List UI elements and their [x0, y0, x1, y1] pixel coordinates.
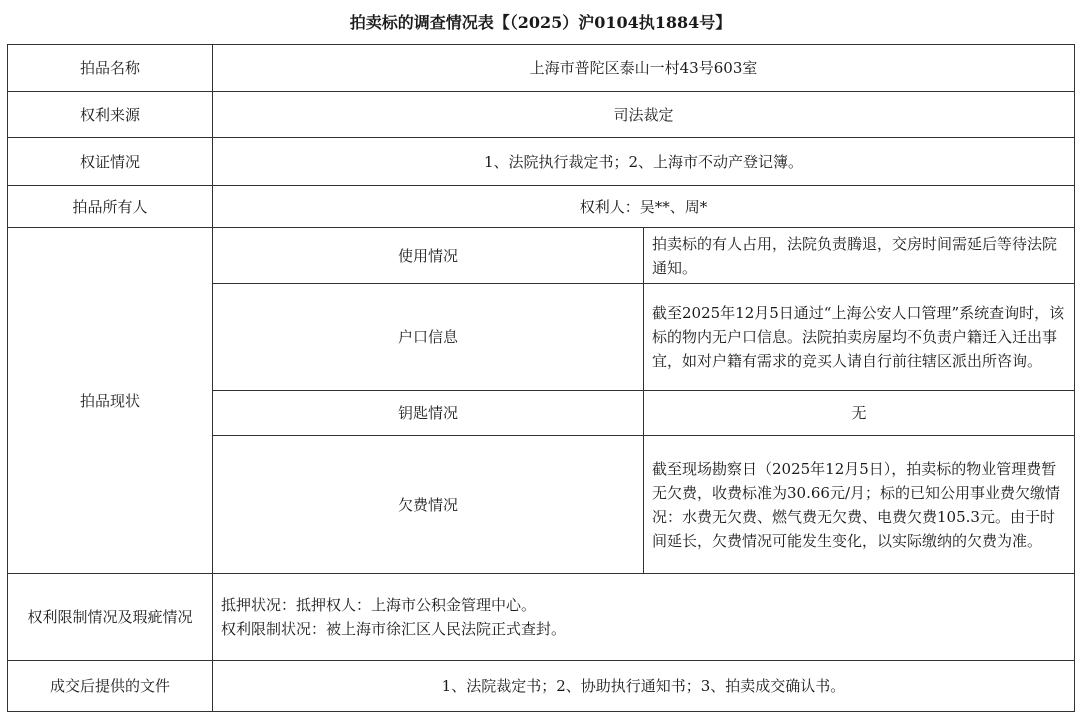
row-usage	[8, 228, 1075, 284]
keys-label: 钥匙情况	[213, 391, 644, 436]
household-value: 截至2025年12月5日通过“上海公安人口管理”系统查询时，该标的物内无户口信息。法院拍卖房屋均不负责户籍迁入迁出事宜，如对户籍有需求的竞买人请自行前往辖区派出所咨询。	[644, 284, 1075, 391]
row-certificate	[8, 138, 1075, 186]
rights-source-value: 司法裁定	[213, 92, 1075, 138]
document-title: 拍卖标的调查情况表【（2025）沪0104执1884号】	[349, 13, 732, 32]
certificate-label: 权证情况	[8, 138, 213, 186]
rights-source-label: 权利来源	[8, 92, 213, 138]
row-restriction	[8, 574, 1075, 661]
row-rights-source	[8, 92, 1075, 138]
item-name-label: 拍品名称	[8, 45, 213, 92]
usage-label: 使用情况	[213, 228, 644, 284]
mortgage-status: 抵押状况：抵押权人：上海市公积金管理中心。	[221, 596, 537, 614]
row-documents	[8, 661, 1075, 712]
household-label: 户口信息	[213, 284, 644, 391]
usage-value: 拍卖标的有人占用，法院负责腾退，交房时间需延后等待法院通知。	[644, 228, 1075, 284]
limitation-status: 权利限制状况：被上海市徐汇区人民法院正式查封。	[221, 620, 567, 638]
owner-value: 权利人：吴**、周*	[213, 186, 1075, 228]
status-label: 拍品现状	[8, 228, 213, 574]
row-item-name	[8, 45, 1075, 92]
documents-value: 1、法院裁定书；2、协助执行通知书；3、拍卖成交确认书。	[213, 661, 1075, 712]
restriction-label: 权利限制情况及瑕疵情况	[8, 574, 213, 661]
arrears-value: 截至现场勘察日（2025年12月5日），拍卖标的物业管理费暂无欠费，收费标准为30.66元/月；标的已知公用事业费欠缴情况：水费无欠费、燃气费无欠费、电费欠费105.3元。由于时间延长，欠费情况可能发生变化，以实际缴纳的欠费为准。	[644, 436, 1075, 574]
keys-value: 无	[644, 391, 1075, 436]
documents-label: 成交后提供的文件	[8, 661, 213, 712]
certificate-value: 1、法院执行裁定书；2、上海市不动产登记簿。	[213, 138, 1075, 186]
restriction-value	[213, 574, 1075, 661]
auction-survey-table	[7, 44, 1075, 712]
arrears-label: 欠费情况	[213, 436, 644, 574]
row-owner	[8, 186, 1075, 228]
owner-label: 拍品所有人	[8, 186, 213, 228]
item-name-value: 上海市普陀区泰山一村43号603室	[213, 45, 1075, 92]
